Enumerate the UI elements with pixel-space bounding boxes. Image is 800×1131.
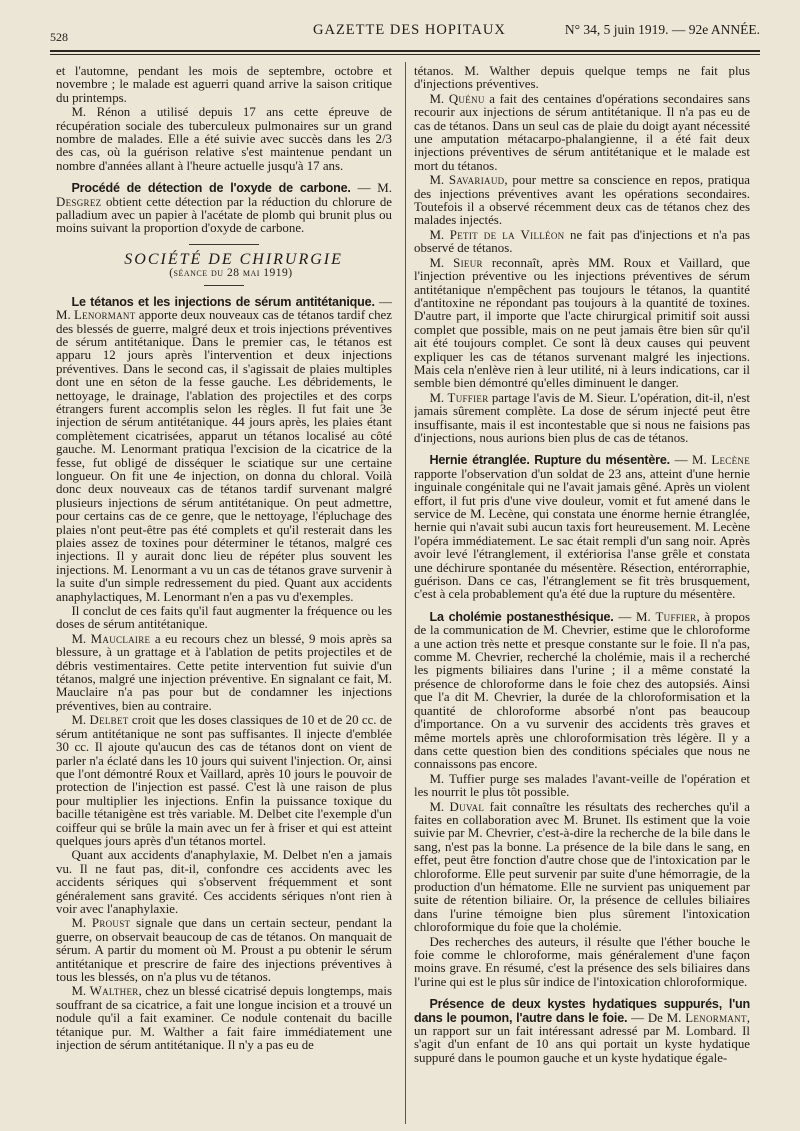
author-name: Lecène (711, 453, 750, 468)
paragraph: M. Walther, chez un blessé cicatrisé depuis longtemps, mais souffrant de sa cicatrice, a fait une longue incision et a trouvé un nodule qu'il a fait examiner. Ce nodule contenait du bacille tétanique pur. M. Walther a fait faire immédiatement une injection de sérum antitétanique. Il n'y a pas eu de (56, 984, 392, 1053)
paragraph: M. Tuffier partage l'avis de M. Sieur. L'opération, dit-il, n'est jamais sûrement complète. La dose de sérum injecté peut être insuffisante, mais il est incontestable que si nous ne faisions pas d'injections, nous aurions bien plus de cas de tétanos. (414, 390, 750, 445)
paragraph: M. Proust signale que dans un certain secteur, pendant la guerre, on observait beaucoup de cas de tétanos. On manquait de sérum. A partir du moment où M. Proust a pu obtenir le sérum antitétanique et prescrire de faire des injections préventives à tous les blessés, on n'a plus vu de tétanos. (56, 916, 392, 984)
author-name: Lenormant (73, 308, 136, 323)
header-rule-thin (50, 54, 760, 55)
paragraph: Hernie étranglée. Rupture du mésentère. — M. Lecène rapporte l'observation d'un soldat de 23 ans, atteint d'une hernie inguinale congénitale qui ne l'avait jamais gêné. Après un violent effort, il fut pris d'une vive douleur, vomit et fut amené dans le service de M. Lecène, qui constata une énorme hernie étranglée, hernie qui n'avait subi aucun taxis fort heureusement. M. Lecène l'opéra immédiatement. Le sac était rempli d'un sang noir. Après avoir levé l'étranglement, il extériorisa l'anse grêle et constata une déchirure spontanée du mésentère. Résection, entérorraphie, guérison. Dans ce cas, l'étranglement se fit très brusquement, c'est à cela probablement qu'a été due la rupture du mésentère. (414, 453, 750, 602)
author-name: Savariaud (448, 173, 505, 188)
paragraph: M. Duval fait connaître les résultats des recherches qu'il a faites en collaboration avec M. Brunet. Ils estiment que la voie suivie par M. Chevrier, c'est-à-dire la recherche de la bile dans le sang, n'est pas la bonne. La présence de la bile dans le sang, en effet, peut être fonction d'autre chose que de l'intoxication par le chloroforme. Elle peut survenir par suite d'une hémorragie, de la production d'un hématome. Elle ne survient pas uniquement par suite de rétention biliaire. Or, la présence de cellules biliaires dans l'urine témoigne bien plus sûrement l'intoxication chloroformique du foie que la cholémie. (414, 799, 750, 935)
paragraph: M. Mauclaire a eu recours chez un blessé, 9 mois après sa blessure, à un grattage et à l'ablation de petits projectiles et de débris vestimentaires. Cette petite intervention fut suivie d'un tétanos, malgré une injection préventive. En signalant ce fait, M. Mauclaire n'a pas pour but de condamner les injections préventives, bien au contraire. (56, 631, 392, 713)
section-rule (204, 285, 244, 286)
article-heading: La cholémie postanesthésique. (429, 609, 614, 624)
author-name: Tuffier (655, 609, 697, 624)
paragraph: tétanos. M. Walther depuis quelque temps ne fait plus d'injections préventives. (414, 65, 750, 92)
article-heading: Hernie étranglée. Rupture du mésentère. (429, 453, 670, 468)
author-name: Lenormant (685, 1010, 747, 1025)
author-name: Walther (89, 984, 139, 999)
author-name: Mauclaire (90, 631, 151, 646)
right-column (414, 65, 750, 1127)
journal-title: GAZETTE DES HOPITAUX (313, 22, 506, 38)
article-heading: Procédé de détection de l'oxyde de carbone. (71, 181, 351, 196)
paragraph: M. Quénu a fait des centaines d'opérations secondaires sans recourir aux injections de sérum antitétanique. Il n'a pas eu de cas de tétanos. Dans un seul cas de plaie du doigt ayant nécessité une amputation métacarpo-phalangienne, il a été fait deux injections préventives de sérum antitétanique et le malade est mort du tétanos. (414, 91, 750, 173)
paragraph: La cholémie postanesthésique. — M. Tuffier, à propos de la communication de M. Chevrier, estime que le chloroforme a une action très nette et presque constante sur le foie. Il n'a pas, comme M. Chevrier, recherché la cholémie, mais il a recherché les pigments biliaires dans l'urine ; il a même constaté la présence de chloroforme dans le foie chez des autopsiés. Ainsi que l'a dit M. Chevrier, la durée de la chloroformisation et la quantité de chloroforme absorbé n'ont pas beaucoup d'importance. On a vu survenir des accidents très graves et même mortels après une chloroformisation très légère. Il y a dans cette question bien des conditions spéciales que nous ne connaissons pas encore. (414, 609, 750, 772)
issue-info: N° 34, 5 juin 1919. — 92e ANNÉE. (564, 22, 760, 37)
paragraph: Le tétanos et les injections de sérum antitétanique. — M. Lenormant apporte deux nouveaux cas de tétanos tardif chez des blessés de guerre, malgré deux et trois injections préventives de sérum antitétanique. Dans le premier cas, le tétanos est apparu 12 jours après l'intervention et deux injections préventives. Dans le second cas, il s'agissait de plaies multiples dont une en séton de la fesse gauche. Les débridements, le nettoyage, le drainage, l'ablation des projectiles et des corps étrangers furent accomplis selon les règles. Il fut fait une 3e injection de sérum antitétanique. 44 jours après, les plaies étant complètement cicatrisées, apparut un tétanos localisé au côté gauche. M. Lenormant pratiqua l'excision de la cicatrice de la fesse, fut obligé de disséquer le sciatique sur une certaine longueur. On fit une 4e injection, on donna du chloral. Voilà donc deux nouveaux cas de tétanos tardif survenant malgré plusieurs injections de sérum antitétanique. On peut admettre, pour certains cas de ce genre, que le nettoyage, l'épluchage des plaies n'ont peut-être pas été complets et qu'il resterait dans les plaies assez de toxines pour déterminer le tétanos, malgré ces injections. Il y aurait donc lieu de répéter plus souvent les injections. M. Lenormant a vu un cas de tétanos grave survenir à la suite d'un simple redressement du pied. Quant aux accidents anaphylactiques, M. Lenormant n'en a pas vu d'exemples. (56, 294, 392, 604)
paragraph: M. Petit de la Villéon ne fait pas d'injections et n'a pas observé de tétanos. (414, 227, 750, 256)
author-name: Delbet (89, 713, 129, 728)
page-header (50, 22, 760, 44)
author-name: Desgrez (56, 194, 102, 209)
author-name: Proust (91, 916, 131, 931)
page-number: 528 (50, 30, 68, 44)
section-rule (189, 244, 259, 245)
paragraph: Des recherches des auteurs, il résulte que l'éther bouche le foie comme le chloroforme, mais généralement d'une façon moins grave. En résumé, c'est la présence des sels biliaires dans l'urine qui est le plus sûr indice de l'intoxication chloroformique. (414, 934, 750, 989)
left-column (56, 65, 392, 1127)
article-heading: Présence de deux kystes hydatiques suppurés, l'un dans le poumon, l'autre dans le foie. (414, 997, 750, 1025)
paragraph: Présence de deux kystes hydatiques suppurés, l'un dans le poumon, l'autre dans le foie. — De M. Lenormant, un rapport sur un fait intéressant adressé par M. Lombard. Il s'agit d'un enfant de 10 ans qui portait un kyste hydatique suppuré dans le poumon gauche et un kyste hydatique égale- (414, 997, 750, 1065)
paragraph: Procédé de détection de l'oxyde de carbone. — M. Desgrez obtient cette détection par la réduction du chlorure de palladium avec un papier à l'acétate de plomb qui brunit plus ou moins suivant la proportion d'oxyde de carbone. (56, 181, 392, 236)
paragraph: M. Savariaud, pour mettre sa conscience en repos, pratiqua des injections préventives avant les opérations secondaires. Toutefois il a observé récemment deux cas de tétanos chez des malades injectés. (414, 173, 750, 228)
column-divider (405, 62, 406, 1124)
paragraph: M. Delbet croit que les doses classiques de 10 et de 20 cc. de sérum antitétanique ne sont pas suffisantes. Il injecte d'emblée 30 cc. Il ajoute qu'aucun des cas de tétanos dont on vient de parler n'a éclaté dans les 10 jours qui suivent l'injection. Or, ainsi que l'ont démontré Roux et Vaillard, après 10 jours le pouvoir de protection de l'injection est passé. C'est là une raison de plus pour multiplier les injections. Enfin la puissance toxique du bacille tétanigène est très variable. M. Delbet cite l'exemple d'un coiffeur qui se brûle la main avec un fer à friser et qui est atteint quelques jours après d'un tétanos mortel. (56, 713, 392, 848)
author-name: Petit de la Villéon (449, 227, 565, 242)
article-heading: Le tétanos et les injections de sérum antitétanique. (71, 294, 375, 309)
author-name: Sieur (453, 255, 483, 270)
author-name: Duval (449, 799, 485, 814)
section-title: SOCIÉTÉ DE CHIRURGIE (124, 250, 343, 268)
author-name: Tuffier (447, 390, 489, 405)
header-rule (50, 50, 760, 52)
paragraph: et l'automne, pendant les mois de septembre, octobre et novembre ; le malade est aguerri quand arrive la saison critique du printemps. (56, 65, 392, 105)
paragraph: M. Tuffier purge ses malades l'avant-veille de l'opération et les nourrit le plus tôt possible. (414, 771, 750, 800)
section-date: (séance du 28 mai 1919) (169, 267, 293, 280)
paragraph: M. Rénon a utilisé depuis 17 ans cette épreuve de récupération sociale des tuberculeux pulmonaires sur un grand nombre de malades. Elle a été suivie avec succès dans les 2/3 des cas, où la guérison relative s'est maintenue pendant un nombre d'années allant à l'heure actuelle jusqu'à 17 ans. (56, 105, 392, 173)
author-name: Quénu (448, 91, 485, 106)
paragraph: Quant aux accidents d'anaphylaxie, M. Delbet n'en a jamais vu. Il ne faut pas, dit-il, confondre ces accidents avec les accidents sériques qui s'observent fréquemment et sont généralement sans gravité. Ces accidents sériques n'ont rien à voir avec l'anaphylaxie. (56, 848, 392, 916)
paragraph: Il conclut de ces faits qu'il faut augmenter la fréquence ou les doses de sérum antitétanique. (56, 604, 392, 632)
paragraph: M. Sieur reconnaît, après MM. Roux et Vaillard, que l'injection préventive ou les injections préventives de sérum antitétanique n'empêchent pas toujours le tétanos, la quantité d'antitoxine ne répondant pas toujours à la quantité de toxines. D'autre part, il importe que l'acte chirurgical primitif soit aussi complet que possible, mais on ne peut jamais être bien sûr qu'il ait été toujours complet. Ce sont là deux causes qui peuvent expliquer les cas de tétanos survenant malgré les injections. Mais cela n'enlève rien à leur utilité, ni à leurs indications, car il semble bien démontré qu'elles diminuent le danger. (414, 255, 750, 391)
